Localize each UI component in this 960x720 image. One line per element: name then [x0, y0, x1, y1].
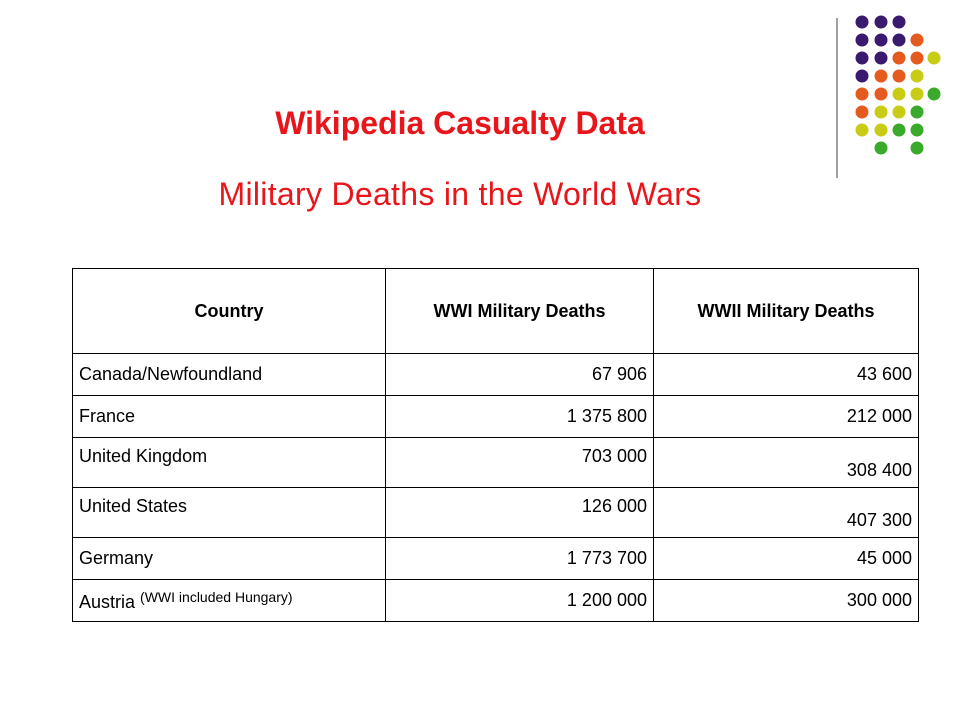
slide-title: Wikipedia Casualty Data — [275, 105, 645, 141]
table-row — [73, 488, 919, 538]
decorative-dot — [893, 16, 906, 29]
cell-wwi: 1 375 800 — [386, 396, 654, 438]
decorative-dot — [856, 52, 869, 65]
country-note: (WWI included Hungary) — [140, 588, 293, 605]
cell-country: Germany — [73, 538, 386, 580]
decorative-dot — [875, 52, 888, 65]
decorative-dot — [911, 52, 924, 65]
decorative-dot — [856, 70, 869, 83]
decorative-dot — [928, 88, 941, 101]
cell-country — [73, 580, 386, 622]
decorative-dot — [911, 70, 924, 83]
cell-wwi: 1 200 000 — [386, 580, 654, 622]
decorative-dot — [911, 34, 924, 47]
table-header-row — [73, 269, 919, 354]
header-wwii-deaths: WWII Military Deaths — [654, 269, 919, 354]
decorative-dot — [856, 88, 869, 101]
cell-wwi: 126 000 — [386, 488, 654, 538]
header-wwi-deaths: WWI Military Deaths — [386, 269, 654, 354]
cell-wwi: 1 773 700 — [386, 538, 654, 580]
cell-wwii: 407 300 — [654, 488, 919, 538]
decorative-dot — [911, 88, 924, 101]
decorative-dot — [893, 88, 906, 101]
cell-wwii: 43 600 — [654, 354, 919, 396]
cell-wwi: 703 000 — [386, 438, 654, 488]
cell-wwii: 300 000 — [654, 580, 919, 622]
slide-subtitle: Military Deaths in the World Wars — [218, 176, 702, 212]
cell-wwi: 67 906 — [386, 354, 654, 396]
table-row — [73, 580, 919, 622]
cell-country: Canada/Newfoundland — [73, 354, 386, 396]
casualty-table — [72, 268, 919, 622]
decorative-dot — [911, 142, 924, 155]
cell-country: United Kingdom — [73, 438, 386, 488]
table-row — [73, 538, 919, 580]
table-row — [73, 354, 919, 396]
cell-wwii: 45 000 — [654, 538, 919, 580]
cell-wwii: 212 000 — [654, 396, 919, 438]
decorative-dot — [875, 34, 888, 47]
decorative-dot — [856, 34, 869, 47]
decorative-dot — [875, 88, 888, 101]
decorative-dot — [875, 142, 888, 155]
cell-wwii: 308 400 — [654, 438, 919, 488]
decorative-dot — [893, 34, 906, 47]
header-country: Country — [73, 269, 386, 354]
table-row — [73, 396, 919, 438]
decorative-dot — [893, 52, 906, 65]
decorative-dot — [928, 52, 941, 65]
cell-country: France — [73, 396, 386, 438]
decorative-dot — [893, 70, 906, 83]
decorative-dot — [875, 16, 888, 29]
decorative-dot — [875, 70, 888, 83]
cell-country: United States — [73, 488, 386, 538]
table-row — [73, 438, 919, 488]
country-name: Austria — [79, 591, 136, 612]
decorative-dot — [856, 16, 869, 29]
